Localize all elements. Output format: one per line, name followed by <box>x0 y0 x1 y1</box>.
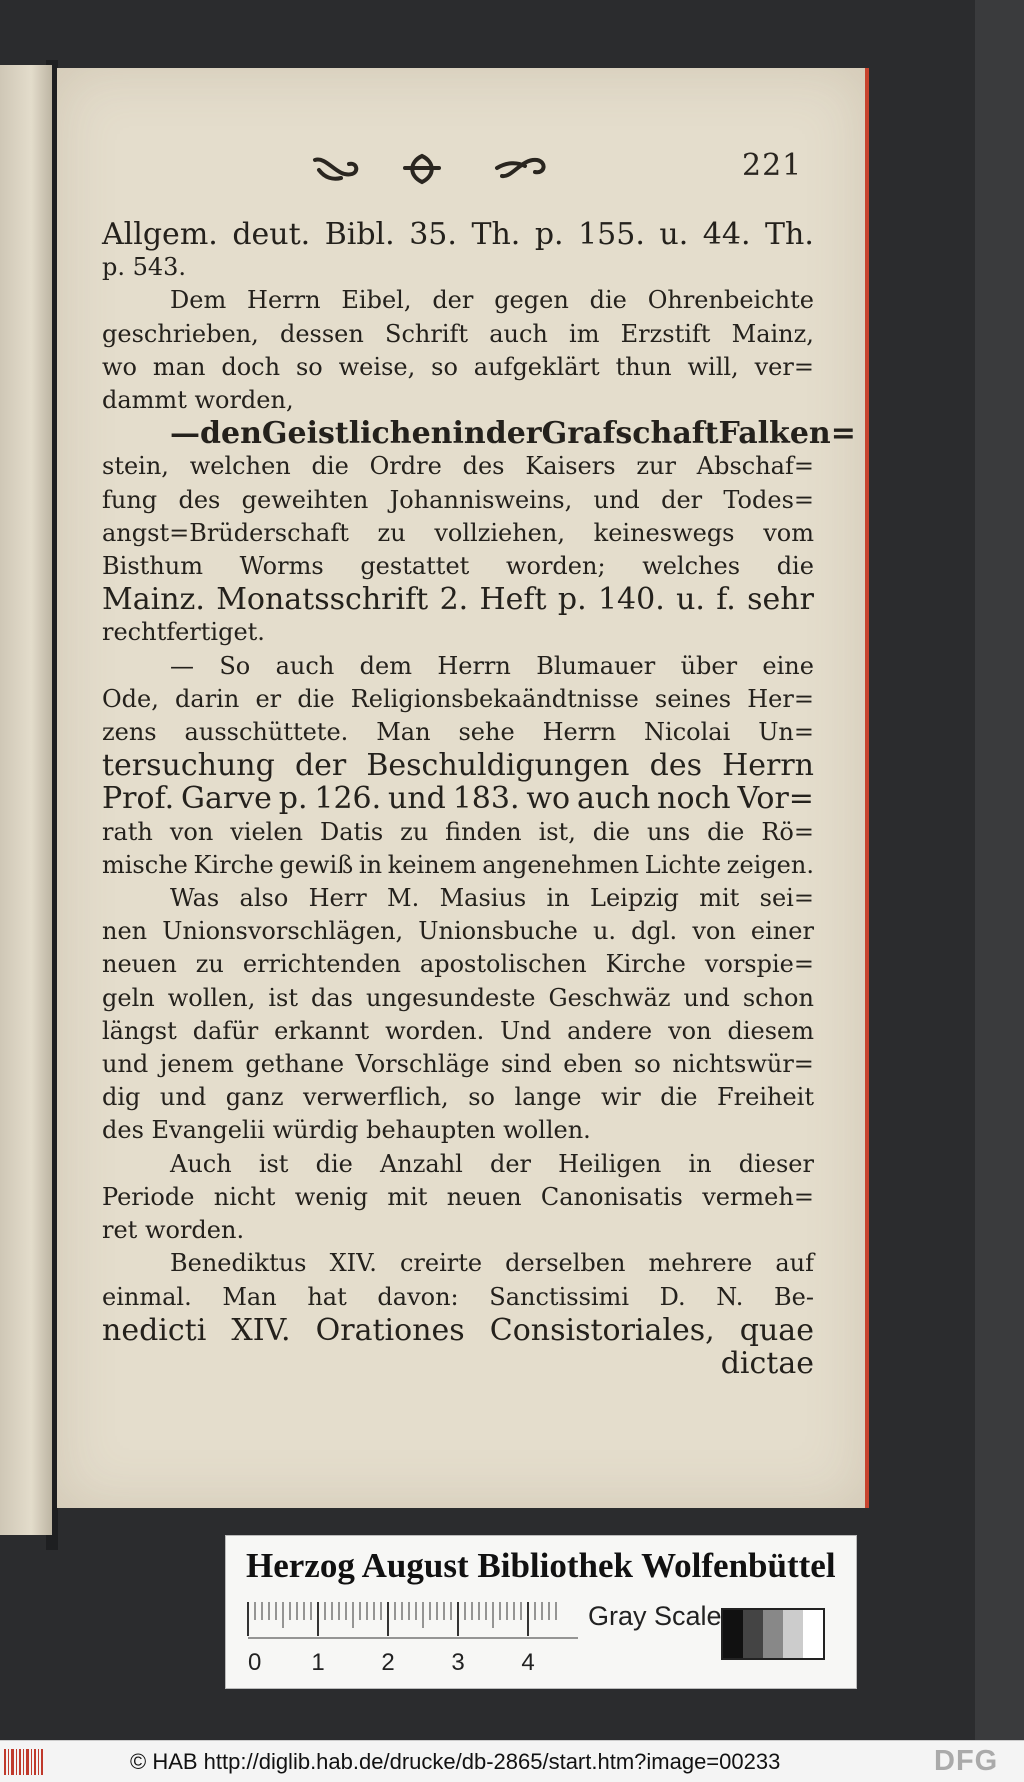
source-link[interactable]: © HAB http://diglib.hab.de/drucke/db-2865/start.htm?image=00233 <box>130 1749 781 1774</box>
text-line: zens ausschüttete. Man sehe Herrn Nicolai Un= <box>102 718 814 747</box>
page-text <box>102 217 856 1381</box>
gray-scale-label: Gray Scale <box>588 1601 722 1631</box>
text-line: Prof. Garve p. 126. und 183. wo auch noch Vor= <box>102 781 814 817</box>
facing-page-edge <box>0 65 52 1535</box>
text-line: p. 543. <box>102 253 187 282</box>
text-line: einmal. Man hat davon: Sanctissimi D. N. Be- <box>102 1282 814 1311</box>
text-line: tersuchung der Beschuldigungen des Herrn <box>102 748 814 784</box>
text-line: Allgem. deut. Bibl. 35. Th. p. 155. u. 44. Th. <box>102 217 814 252</box>
text-line: Periode nicht wenig mit neuen Canonisatis vermeh= <box>102 1182 814 1211</box>
gray-patch <box>763 1610 783 1658</box>
text-line: Was also Herr M. Masius in Leipzig mit sei= <box>170 884 814 913</box>
text-line: dammt worden, <box>102 386 294 415</box>
text-line: Ode, darin er die Religionsbekaändtnisse seines Her= <box>102 684 814 713</box>
barcode-icon <box>4 1749 44 1775</box>
text-line: nen Unionsvorschlägen, Unionsbuche u. dgl. von einer <box>102 917 814 946</box>
text-line: und jenem gethane Vorschläge sind eben so nichtswür= <box>102 1050 814 1079</box>
gray-scale-patches <box>721 1608 825 1660</box>
text-line: dictae <box>720 1345 814 1381</box>
scanner-frame <box>975 0 1024 1740</box>
text-line: geln wollen, ist das ungesundeste Geschwäz und schon <box>102 983 814 1012</box>
text-line: geschrieben, dessen Schrift auch im Erzstift Mainz, <box>102 319 814 348</box>
scale-ruler <box>246 1598 586 1678</box>
text-line: Bisthum Worms gestattet worden; welches die <box>102 552 814 581</box>
text-line: wo man doch so weise, so aufgeklärt thun will, ver= <box>102 352 814 381</box>
ruler-label: 1 <box>311 1649 325 1676</box>
text-line: Benediktus XIV. creirte derselben mehrere auf <box>170 1249 814 1278</box>
gray-patch <box>743 1610 763 1658</box>
text-line: Dem Herrn Eibel, der gegen die Ohrenbeichte <box>170 286 814 315</box>
text-line: rath von vielen Datis zu finden ist, die uns die Rö= <box>102 817 814 846</box>
ruler-label: 4 <box>521 1649 535 1676</box>
text-line: — So auch dem Herrn Blumauer über eine <box>170 651 814 680</box>
footer-bar <box>0 1740 1024 1782</box>
ornament-icon <box>297 148 567 188</box>
text-line: fung des geweihten Johannisweins, und der Todes= <box>102 485 814 514</box>
text-line: Mainz. Monatsschrift 2. Heft p. 140. u. f. sehr <box>102 582 814 618</box>
gray-patch <box>803 1610 823 1658</box>
gray-patch <box>723 1610 743 1658</box>
text-line: mische Kirche gewiß in keinem angenehmen Lichte zeigen. <box>102 850 814 879</box>
book-page <box>57 68 869 1508</box>
text-line: Auch ist die Anzahl der Heiligen in dieser <box>170 1149 814 1178</box>
library-name: Herzog August Bibliothek Wolfenbüttel <box>246 1546 836 1585</box>
text-line: nedicti XIV. Orationes Consistoriales, quae <box>102 1312 814 1348</box>
page-number: 221 <box>742 148 803 183</box>
ruler-label: 0 <box>248 1649 262 1676</box>
text-line: des Evangelii würdig behaupten wollen. <box>102 1116 591 1145</box>
text-line: stein, welchen die Ordre des Kaisers zur Abschaf= <box>102 452 814 481</box>
text-line: ret worden. <box>102 1216 245 1245</box>
gray-patch <box>783 1610 803 1658</box>
text-line: dig und ganz verwerflich, so lange wir die Freiheit <box>102 1083 814 1112</box>
ruler-label: 3 <box>451 1649 465 1676</box>
color-calibration-card <box>225 1535 857 1689</box>
text-line: rechtfertiget. <box>102 618 265 647</box>
text-line: angst=Brüderschaft zu vollziehen, keineswegs vom <box>102 518 814 547</box>
text-line: längst dafür erkannt worden. Und andere von diesem <box>102 1016 814 1045</box>
ruler-label: 2 <box>381 1649 395 1676</box>
text-line: neuen zu errichtenden apostolischen Kirche vorspie= <box>102 950 814 979</box>
dfg-logo: DFG <box>934 1745 999 1777</box>
text-line: — den Geistlichen in der Grafschaft Falken= <box>170 416 856 452</box>
